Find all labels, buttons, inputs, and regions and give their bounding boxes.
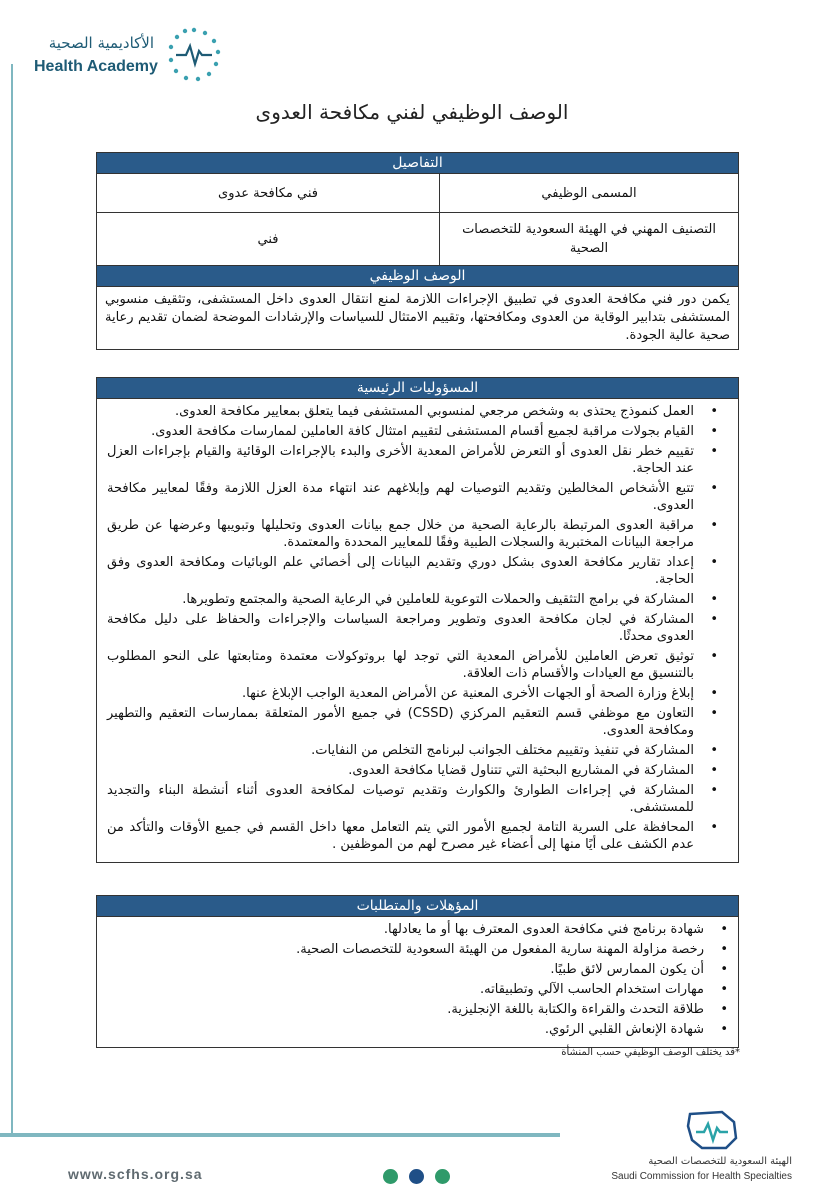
list-item: • رخصة مزاولة المهنة سارية المفعول من الهيئة السعودية للتخصصات الصحية.: [107, 941, 734, 958]
list-item: • توثيق تعرض العاملين للأمراض المعدية التي توجد لها بروتوكولات معتمدة ومتابعتها على النحو المطلوب بالتنسيق مع العيادات والأقسام ذات العلاقة.: [107, 648, 724, 682]
list-item: • شهادة الإنعاش القلبي الرئوي.: [107, 1021, 734, 1038]
qualifications-heading: المؤهلات والمتطلبات: [97, 896, 738, 916]
footnote: *قد يختلف الوصف الوظيفي حسب المنشأة: [561, 1047, 740, 1058]
job-description-heading: الوصف الوظيفي: [97, 265, 738, 286]
qualifications-list: [97, 916, 738, 1047]
scfhs-emblem-icon: [682, 1108, 742, 1152]
website-link[interactable]: www.scfhs.org.sa: [68, 1166, 203, 1182]
list-item: • المشاركة في لجان مكافحة العدوى وتطوير ومراجعة السياسات والإجراءات والحفاظ على دليل مكافحة العدوى محدثًا.: [107, 611, 724, 645]
details-section: [96, 152, 739, 350]
list-item: • إبلاغ وزارة الصحة أو الجهات الأخرى المعنية عن الأمراض المعدية الواجب الإبلاغ عنها.: [107, 685, 724, 702]
list-item: • المشاركة في تنفيذ وتقييم مختلف الجوانب لبرنامج التخلص من النفايات.: [107, 742, 724, 759]
list-item: • مهارات استخدام الحاسب الآلي وتطبيقاته.: [107, 981, 734, 998]
list-item: • مراقبة العدوى المرتبطة بالرعاية الصحية من خلال جمع بيانات العدوى وتحليلها وتبويبها وعرضها عن طريق مراجعة البيانات المختبرية والسجلات الطبية وفقًا للمعايير المحددة والمعتمدة.: [107, 517, 724, 551]
page-border-bottom: [0, 1133, 560, 1137]
list-item: • المشاركة في برامج التثقيف والحملات التوعوية للعاملين في الرعاية الصحية والمجتمع وتطويرها.: [107, 591, 724, 608]
details-table: [97, 173, 738, 265]
dot-icon: [435, 1169, 450, 1184]
list-item: • طلاقة التحدث والقراءة والكتابة باللغة الإنجليزية.: [107, 1001, 734, 1018]
page-border-left: [11, 64, 13, 1134]
classification-value: فني: [97, 213, 440, 266]
table-row: [97, 213, 738, 266]
job-description-text: يكمن دور فني مكافحة العدوى في تطبيق الإجراءات اللازمة لمنع انتقال العدوى داخل المستشفى، وتثقيف منسوبي المستشفى بتدابير الوقاية من العدوى ومكافحتها، وتقييم الامتثال للسياسات والإرشادات الموضحة لضمان تقديم رعاية صحية عالية الجودة.: [97, 286, 738, 349]
list-item: • تتبع الأشخاص المخالطين وتقديم التوصيات لهم وإبلاغهم عند انتهاء مدة العزل اللازمة وفقًا لمعايير مكافحة العدوى.: [107, 480, 724, 514]
list-item: • أن يكون الممارس لائق طبيًا.: [107, 961, 734, 978]
list-item: • المشاركة في المشاريع البحثية التي تتناول قضايا مكافحة العدوى.: [107, 762, 724, 779]
list-item: • شهادة برنامج فني مكافحة العدوى المعترف بها أو ما يعادلها.: [107, 921, 734, 938]
list-item: • التعاون مع موظفي قسم التعقيم المركزي (CSSD) في جميع الأمور المتعلقة بممارسات التعقيم والتطهير ومكافحة العدوى.: [107, 705, 724, 739]
dot-icon: [409, 1169, 424, 1184]
list-item: • تقييم خطر نقل العدوى أو التعرض للأمراض المعدية الأخرى والبدء بالإجراءات الوقائية والقيام بإجراءات العزل عند الحاجة.: [107, 443, 724, 477]
scfhs-name-en: Saudi Commission for Health Specialties: [611, 1171, 792, 1182]
academy-name-ar: الأكاديمية الصحية: [48, 34, 154, 52]
page-title: الوصف الوظيفي لفني مكافحة العدوى: [255, 100, 569, 124]
list-item: • العمل كنموذج يحتذى به وشخص مرجعي لمنسوبي المستشفى فيما يتعلق بمعايير مكافحة العدوى.: [107, 403, 724, 420]
qualifications-section: [96, 895, 739, 1048]
academy-emblem-icon: [164, 24, 224, 84]
classification-label: التصنيف المهني في الهيئة السعودية للتخصصات الصحية: [440, 213, 739, 266]
list-item: • المحافظة على السرية التامة لجميع الأمور التي يتم التعامل معها داخل القسم في جميع الأوقات والتأكد من عدم الكشف على أيًا منها إلى أعضاء غير مصرح لهم من الموظفين .: [107, 819, 724, 853]
job-title-value: فني مكافحة عدوى: [97, 174, 440, 213]
list-item: • المشاركة في إجراءات الطوارئ والكوارث وتقديم توصيات لمكافحة العدوى أثناء أنشطة البناء والتجديد للمستشفى.: [107, 782, 724, 816]
responsibilities-heading: المسؤوليات الرئيسية: [97, 378, 738, 398]
table-row: [97, 174, 738, 213]
academy-name-en: Health Academy: [34, 58, 158, 75]
responsibilities-list: [97, 398, 738, 862]
job-title-label: المسمى الوظيفي: [440, 174, 739, 213]
responsibilities-section: [96, 377, 739, 863]
list-item: • إعداد تقارير مكافحة العدوى بشكل دوري وتقديم البيانات إلى أخصائي علم الوبائيات ومكافحة العدوى وفق الحاجة.: [107, 554, 724, 588]
health-academy-logo: [34, 24, 224, 84]
scfhs-name-ar: الهيئة السعودية للتخصصات الصحية: [648, 1156, 792, 1167]
dot-icon: [383, 1169, 398, 1184]
scfhs-logo: [600, 1108, 800, 1188]
details-heading: التفاصيل: [97, 153, 738, 173]
list-item: • القيام بجولات مراقبة لجميع أقسام المستشفى لتقييم امتثال كافة العاملين لممارسات مكافحة العدوى.: [107, 423, 724, 440]
